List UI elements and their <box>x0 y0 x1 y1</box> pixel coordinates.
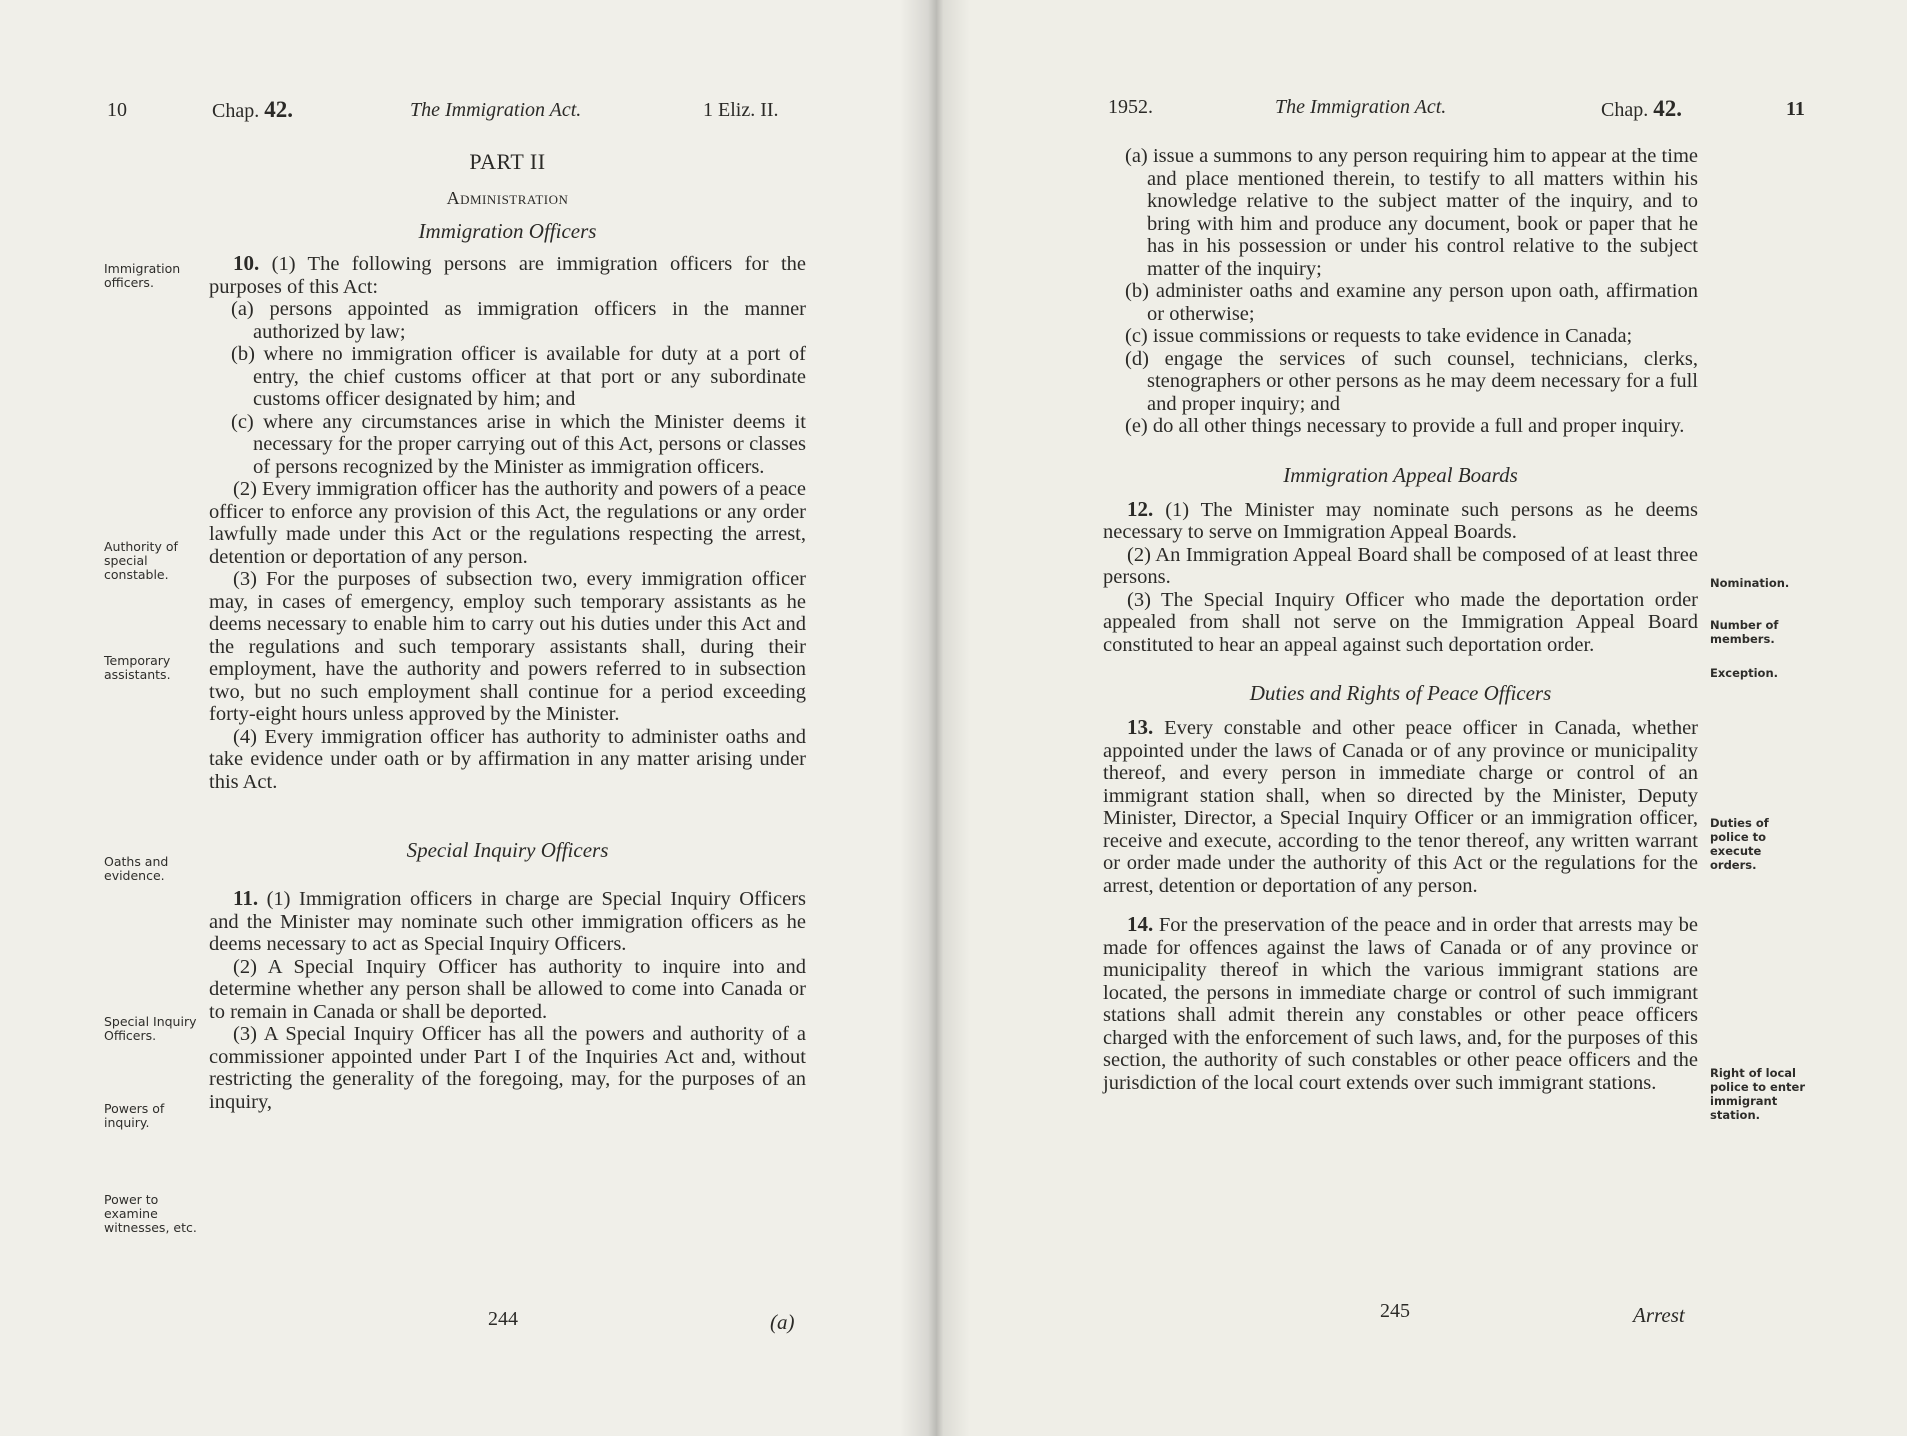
s10-para-4: (4) Every immigration officer has authority to administer oaths and take evidence under oath or by affirmation in any matter arising under this Act. <box>209 725 806 793</box>
margin-note-temporary-assistants: Temporary assistants. <box>104 653 171 682</box>
margin-note-powers-of-inquiry: Powers of inquiry. <box>104 1101 165 1130</box>
appeal-boards-heading: Immigration Appeal Boards <box>1283 462 1518 487</box>
margin-note-exception: Exception. <box>1710 666 1779 680</box>
right-chapter-label <box>1601 97 1682 122</box>
right-year: 1952. <box>1108 96 1153 118</box>
margin-note-duties-of-police: Duties of police to execute orders. <box>1710 816 1769 872</box>
right-catchword: Arrest <box>1633 1303 1685 1327</box>
s11-para-3: (3) A Special Inquiry Officer has all the powers and authority of a commissioner appointed under Part I of the Inquiries Act and, without restricting the generality of the foregoing, may, for the purposes of an inquiry, <box>209 1023 806 1113</box>
margin-note-oaths-evidence: Oaths and evidence. <box>104 854 169 883</box>
s13-text <box>1103 716 1698 897</box>
margin-note-right-of-local-police: Right of local police to enter immigrant station. <box>1710 1066 1805 1122</box>
right-body <box>1103 145 1698 1094</box>
s10-para-3: (3) For the purposes of subsection two, every immigration officer may, in cases of emergency, employ such temporary assistants as he deems necessary to enable him to carry out his duties under this Act and the regulations and such temporary assistants shall, during their employment, have the authority and powers referred to in subsection two, but no such employment shall continue for a period exceeding forty-eight hours unless approved by the Minister. <box>209 568 806 725</box>
right-chap-text: Chap. <box>1601 99 1649 121</box>
s10-item-b: (b) where no immigration officer is available for duty at a port of entry, the chief customs officer at that port or any subordinate customs officer designated by him; and <box>231 343 806 410</box>
s12-para-2: (2) An Immigration Appeal Board shall be composed of at least three persons. <box>1103 543 1698 588</box>
s13-body: Every constable and other peace officer in Canada, whether appointed under the laws of Canada or of any province or municipality thereof, and every person in immediate charge or control of an immigrant station shall, when so directed by the Minister, Deputy Minister, Director, a Special Inquiry Officer or an immigration officer, receive and execute, according to the tenor thereof, any written warrant or order made under the authority of this Act or the regulations for the arrest, detention or deportation of any person. <box>1103 717 1699 897</box>
immigration-officers-heading: Immigration Officers <box>418 219 597 243</box>
margin-note-nomination: Nomination. <box>1710 576 1790 590</box>
left-chap-number: 42. <box>264 97 293 122</box>
left-body <box>209 148 806 1113</box>
s11-para-1-text: (1) Immigration officers in charge are Special Inquiry Officers and the Minister may nominate such other immigration officers as he deems necessary to act as Special Inquiry Officers. <box>209 888 807 955</box>
s11-item-e: (e) do all other things necessary to provide a full and proper inquiry. <box>1125 415 1685 437</box>
left-page-number: 10 <box>107 99 127 121</box>
special-inquiry-heading: Special Inquiry Officers <box>406 838 609 862</box>
left-page <box>0 0 936 1436</box>
s10-intro-text: (1) The following persons are immigration officers for the purposes of this Act: <box>209 253 807 298</box>
s10-item-c: (c) where any circumstances arise in which the Minister deems it necessary for the proper carrying out of this Act, persons or classes of persons recognized by the Minister as immigration officers. <box>231 410 806 478</box>
right-running-title: The Immigration Act. <box>1275 96 1447 118</box>
s12-number: 12. <box>1127 496 1154 521</box>
left-folio: 244 <box>488 1308 518 1330</box>
s11-item-a: (a) issue a summons to any person requiring him to appear at the time and place mentioned therein, to testify to all matters within his knowledge relative to the subject matter of the inquiry, and to bring with him and produce any document, book or paper that he has in his possession or under his control relative to the subject matter of the inquiry; <box>1125 145 1698 280</box>
left-chap-text: Chap. <box>212 100 260 122</box>
s12-para-3: (3) The Special Inquiry Officer who made the deportation order appealed from shall not serve on the Immigration Appeal Board constituted to hear an appeal against such deportation order. <box>1103 588 1698 656</box>
s12-para-1-text: (1) The Minister may nominate such persons as he deems necessary to serve on Immigration Appeal Boards. <box>1103 498 1698 543</box>
left-regnal-year: 1 Eliz. II. <box>703 99 779 121</box>
s11-item-c: (c) issue commissions or requests to take evidence in Canada; <box>1125 325 1633 347</box>
administration-heading: Administration <box>446 188 569 208</box>
part-title: PART II <box>469 149 546 174</box>
margin-note-power-to-examine: Power to examine witnesses, etc. <box>104 1192 197 1235</box>
s14-number: 14. <box>1127 912 1154 936</box>
s14-body: For the preservation of the peace and in order that arrests may be made for offences against the laws of Canada or of any province or municipality thereof in which the various immigrant stations are located, the persons in immediate charge or control of such immigrant stations shall admit therein any constables or other peace officers charged with the enforcement of such laws, and, for the purposes of this section, the authority of such constables or other peace officers and the jurisdiction of the local court extends over such immigrant stations. <box>1103 914 1698 1094</box>
peace-officers-heading: Duties and Rights of Peace Officers <box>1249 681 1552 705</box>
s11-item-d: (d) engage the services of such counsel, technicians, clerks, stenographers or other persons as he may deem necessary for a full and proper inquiry; and <box>1125 347 1698 415</box>
s10-para-2: (2) Every immigration officer has the authority and powers of a peace officer to enforce any provision of this Act, the regulations or any order lawfully made under this Act or the regulations respecting the arrest, detention or deportation of any person. <box>209 478 806 568</box>
right-page-number: 11 <box>1786 98 1805 120</box>
s10-intro <box>209 252 806 298</box>
s12-para-1 <box>1103 498 1698 544</box>
right-chap-number: 42. <box>1653 96 1682 121</box>
s14-text <box>1103 913 1698 1094</box>
margin-note-special-constable: Authority of special constable. <box>104 539 178 582</box>
s11-para-2: (2) A Special Inquiry Officer has authority to inquire into and determine whether any person shall be allowed to come into Canada or to remain in Canada or shall be deported. <box>209 955 806 1023</box>
s11-item-b: (b) administer oaths and examine any person upon oath, affirmation or otherwise; <box>1125 280 1698 325</box>
margin-note-immigration-officers: Immigration officers. <box>104 261 181 290</box>
left-catchword: (a) <box>770 1310 795 1334</box>
s11-para-1 <box>209 887 806 956</box>
s13-number: 13. <box>1127 715 1154 739</box>
s10-item-a: (a) persons appointed as immigration officers in the manner authorized by law; <box>231 298 806 343</box>
s10-number: 10. <box>233 251 260 275</box>
right-folio: 245 <box>1380 1300 1410 1322</box>
left-running-title: The Immigration Act. <box>410 99 582 121</box>
margin-note-special-inquiry-officers: Special Inquiry Officers. <box>104 1014 197 1043</box>
margin-note-number-of-members: Number of members. <box>1710 618 1779 646</box>
s11-number: 11. <box>233 886 259 910</box>
left-chapter-label <box>212 98 293 123</box>
